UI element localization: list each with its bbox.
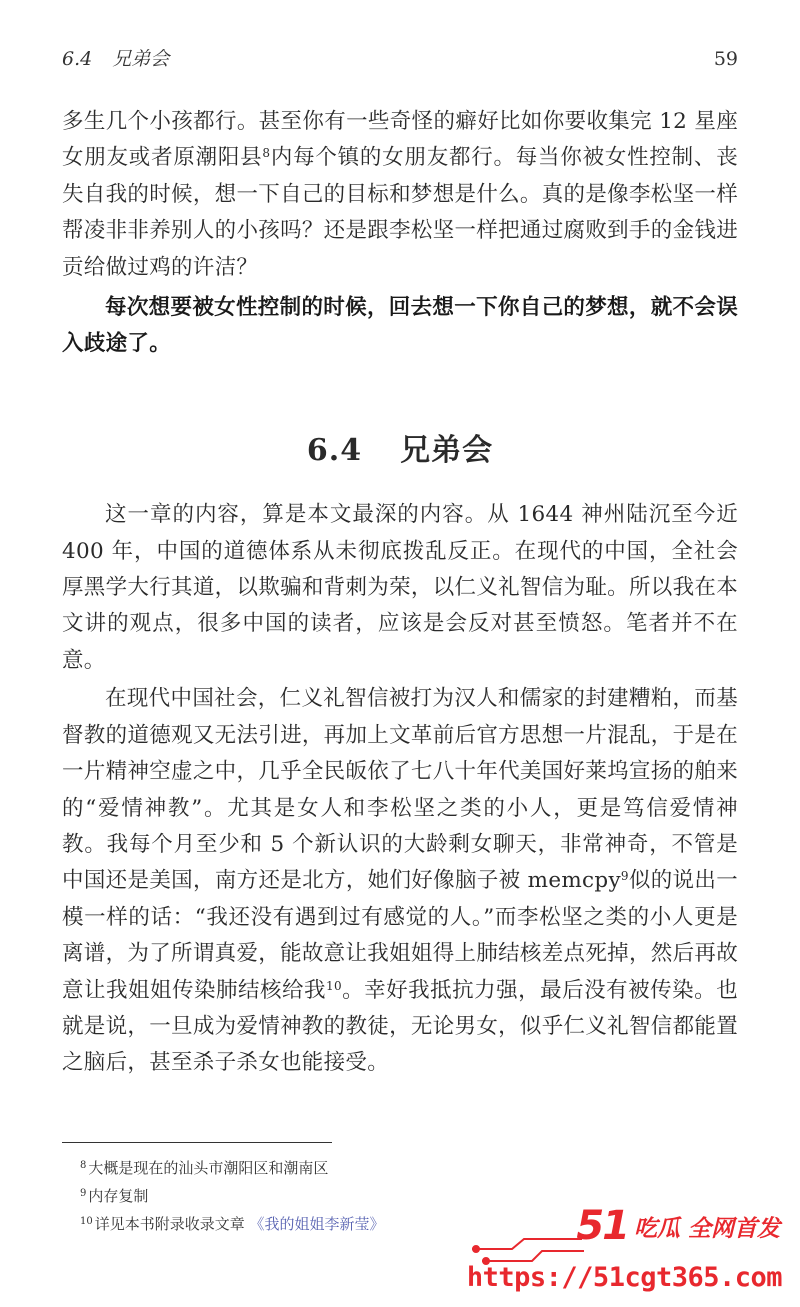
running-header: [62, 44, 738, 71]
footnote-ref-9[interactable]: 9: [620, 869, 629, 884]
footnote-8: [80, 1154, 385, 1182]
watermark-brand: [576, 1203, 780, 1249]
footnote-mark: 9: [80, 1188, 87, 1199]
footnote-divider: [62, 1142, 332, 1143]
watermark-logo: 51: [576, 1203, 628, 1249]
section-heading: [62, 433, 738, 469]
footnote-link[interactable]: 《我的姐姐李新莹》: [249, 1215, 385, 1233]
body-text-2c: 。幸好我抵抗力强，最后没有被传染。也就是说，一旦成为爱情神教的教徒，无论男女，似乎仁义礼智信都能置之脑后，甚至杀子杀女也能接受。: [62, 977, 738, 1076]
intro-text-b: 内每个镇的女朋友都行。每当你被女性控制、丧失自我的时候，想一下自己的目标和梦想是什么。真的是像李松坚一样帮凌非非养别人的小孩吗？还是跟李松坚一样把通过腐败到手的金钱进贡给做过鸡的许洁？: [62, 145, 738, 280]
running-section-name: 兄弟会: [112, 48, 170, 70]
running-section-number: 6.4: [62, 48, 93, 70]
footnote-text: 详见本书附录收录文章: [94, 1215, 250, 1233]
footnote-mark: 8: [80, 1160, 87, 1171]
running-section: [62, 44, 169, 71]
footnote-mark: 10: [80, 1216, 93, 1227]
body-paragraph-2: [62, 681, 738, 1081]
footnote-text: 大概是现在的汕头市潮阳区和潮南区: [88, 1159, 329, 1177]
footnote-ref-10[interactable]: 10: [326, 978, 342, 993]
section-number: 6.4: [306, 432, 363, 468]
bold-statement: 每次想要被女性控制的时候，回去想一下你自己的梦想，就不会误入歧途了。: [62, 295, 738, 357]
footnote-ref-8[interactable]: 8: [262, 146, 271, 161]
intro-paragraph: [62, 104, 738, 286]
footnote-text: 内存复制: [88, 1187, 149, 1205]
footnote-10: [80, 1210, 385, 1238]
body-paragraph-1: 这一章的内容，算是本文最深的内容。从 1644 神州陆沉至今近 400 年，中国的道德体系从未彻底拨乱反正。在现代的中国，全社会厚黑学大行其道，以欺骗和背刺为荣，以仁义礼智信为耻。所以我在本文讲的观点，很多中国的读者，应该是会反对甚至愤怒。笔者并不在意。: [62, 502, 738, 673]
page-body: [62, 104, 738, 1082]
footnote-9: [80, 1182, 385, 1210]
footnotes: [80, 1154, 385, 1238]
page-number: 59: [713, 48, 738, 70]
watermark-url[interactable]: https://51cgt365.com: [466, 1262, 782, 1293]
watermark-tagline: 吃瓜 全网首发: [633, 1215, 780, 1242]
body-text-2b: 似的说出一模一样的话：“我还没有遇到过有感觉的人。”而李松坚之类的小人更是离谱，为了所谓真爱，能故意让我姐姐得上肺结核差点死掉，然后再故意让我姐姐传染肺结核给我: [62, 868, 738, 1003]
intro-text-a: 多生几个小孩都行。甚至你有一些奇怪的癖好比如你要收集完 12 星座女朋友或者原潮阳县: [62, 109, 738, 171]
body-text-2a: 在现代中国社会，仁义礼智信被打为汉人和儒家的封建糟粕，而基督教的道德观又无法引进，再加上文革前后官方思想一片混乱，于是在一片精神空虚之中，几乎全民皈依了七八十年代美国好莱坞宣扬的舶来的“爱情神教”。尤其是女人和李松坚之类的小人，更是笃信爱情神教。我每个月至少和 5 个新认识的大龄剩女聊天，非常神奇，不管是中国还是美国，南方还是北方，她们好像脑子被 memcpy: [62, 686, 738, 894]
section-title: 兄弟会: [400, 432, 494, 468]
watermark: [466, 1199, 792, 1299]
